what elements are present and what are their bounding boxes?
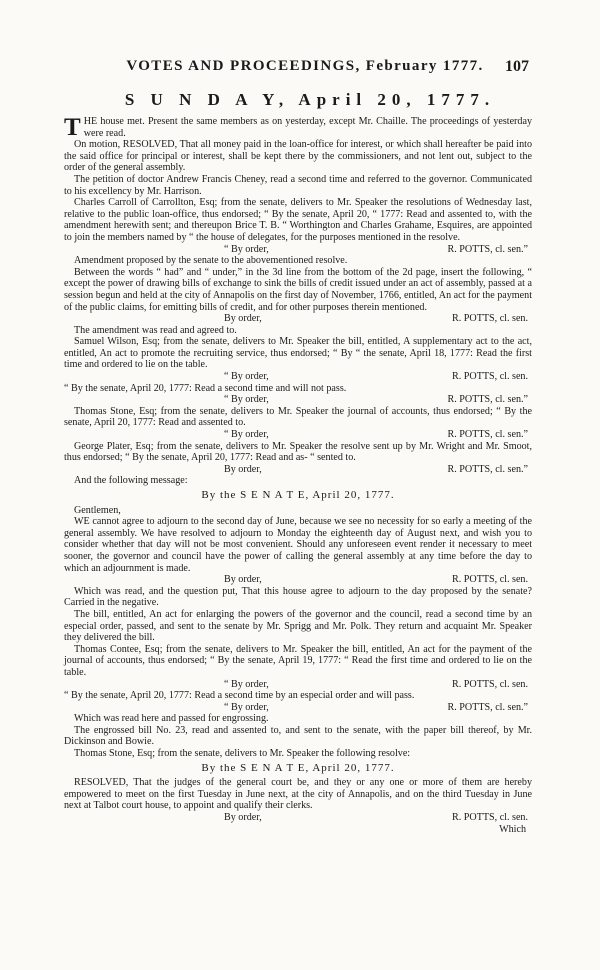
paragraph: On motion, RESOLVED, That all money paid in the loan-office for interest, or which shall hereafter be paid into the said office for principal or interest, shall be kept there by the commissioners, and not lent out, subject to the order of the general assembly. — [64, 139, 532, 174]
paragraph: “ By the senate, April 20, 1777: Read a second time and will not pass. — [64, 382, 347, 394]
paragraph: “ By the senate, April 20, 1777: Read a second time by an especial order and will pass. — [64, 690, 415, 702]
signature-line: By order, R. POTTS, cl. sen. — [224, 313, 528, 325]
catchword: Which — [499, 823, 526, 835]
document-body — [64, 116, 532, 835]
paragraph: The petition of doctor Andrew Francis Cheney, read a second time and referred to the governor. Communicated to his excellency by Mr. Harrison. — [64, 173, 532, 197]
paragraph: Samuel Wilson, Esq; from the senate, delivers to Mr. Speaker the bill, entitled, A supplementary act to the act, entitled, An act to promote the recruiting service, thus endorsed; “ By “ the senate, April 18, 1777: Read the first time and ordered to lie on the table. — [64, 336, 532, 371]
day-heading: S U N D A Y, April 20, 1777. — [124, 90, 496, 109]
paragraph: Between the words “ had” and “ under,” in the 3d line from the bottom of the 2d page, insert the following, “ except the power of drawing bills of exchange to sink the bills of credit issued under an act of assembly, passed at a session begun and held at the city of Annapolis on the first day of November, 1766, entitled, An act for the payment of the public claims, for emitting bills of credit, and for other purposes therein mentioned. — [64, 266, 532, 313]
salutation: Gentlemen, — [74, 504, 121, 516]
paragraph: The bill, entitled, An act for enlarging the powers of the governor and the council, read a second time by an especial order, passed, and sent to the senate by Mr. Sprigg and Mr. Polk. They return and acquaint Mr. Speaker they delivered the bill. — [64, 608, 532, 644]
paragraph: WE cannot agree to adjourn to the second day of June, because we see no necessity for so early a meeting of the general assembly. We have resolved to adjourn to Monday the eighteenth day of August next, and wish you to consider whether that day will not be most convenient. Should any unforeseen event render it necessary to meet sooner, the governor and council have the power of calling the general assembly at any time before the day to which an adjournment is made. — [64, 516, 532, 574]
signature-line: “ By order, R. POTTS, cl. sen.” — [224, 243, 528, 255]
paragraph: Thomas Stone, Esq; from the senate, delivers to Mr. Speaker the journal of accounts, thus endorsed; “ By the senate, April 20, 1777: Read and assented to. — [64, 405, 532, 429]
signature-line: By order, R. POTTS, cl. sen.” — [224, 463, 528, 475]
paragraph: THE house met. Present the same members as on yesterday, except Mr. Chaille. The proceedings of yesterday were read. — [64, 114, 532, 141]
signature-line: By order, R. POTTS, cl. sen. — [224, 812, 528, 824]
paragraph: And the following message: — [74, 475, 188, 487]
paragraph: Charles Carroll of Carrollton, Esq; from the senate, delivers to Mr. Speaker the resolutions of Wednesday last, relative to the public loan-office, thus endorsed; “ By the senate, April 20, “ 1777: Read and assented to, with the amendment herewith sent; and thereupon Brice T. B. “ Worthington and Charles Grahame, Esquires, are appointed to join the members named by “ the house of delegates, for the purposes mentioned in the resolve. — [64, 197, 532, 243]
paragraph: George Plater, Esq; from the senate, delivers to Mr. Speaker the resolve sent up by Mr. Wright and Mr. Smoot, thus endorsed; “ By the senate, April 20, 1777: Read and as- “ sented to. — [64, 440, 532, 464]
drop-cap: T — [64, 114, 81, 141]
running-title: VOTES AND PROCEEDINGS, February 1777. — [126, 58, 484, 74]
signature-line: “ By order, R. POTTS, cl. sen.” — [224, 394, 528, 406]
paragraph: Thomas Contee, Esq; from the senate, delivers to Mr. Speaker the bill, entitled, An act for the payment of the journal of accounts, thus endorsed; “ By the senate, April 19, 1777: “ Read the first time and ordered to lie on the table. — [64, 643, 532, 678]
signature-line: By order, R. POTTS, cl. sen. — [224, 574, 528, 586]
paragraph: The engrossed bill No. 23, read and assented to, and sent to the senate, with the paper bill thereof, by Mr. Dickinson and Bowie. — [64, 724, 532, 748]
paragraph: Which was read, and the question put, That this house agree to adjourn to the day proposed by the senate? Carried in the negative. — [64, 585, 532, 609]
paragraph: Amendment proposed by the senate to the abovementioned resolve. — [74, 255, 348, 267]
signature-line: “ By order, R. POTTS, cl. sen. — [224, 371, 528, 383]
signature-line: “ By order, R. POTTS, cl. sen.” — [224, 701, 528, 713]
paragraph: Thomas Stone, Esq; from the senate, delivers to Mr. Speaker the following resolve: — [74, 748, 411, 760]
paragraph: The amendment was read and agreed to. — [74, 324, 237, 336]
signature-line: “ By order, R. POTTS, cl. sen. — [224, 678, 528, 690]
senate-heading: By the S E N A T E, April 20, 1777. — [201, 761, 395, 774]
paragraph: RESOLVED, That the judges of the general court be, and they or any one or more of them are hereby empowered to meet on the first Tuesday in June next, at the city of Annapolis, and on the third Tuesday in June next at Talbot court house, to appoint and qualify their clerks. — [64, 777, 532, 812]
senate-heading: By the S E N A T E, April 20, 1777. — [201, 489, 395, 501]
paragraph: Which was read here and passed for engrossing. — [74, 713, 269, 725]
signature-line: “ By order, R. POTTS, cl. sen.” — [224, 429, 528, 441]
page-number: 107 — [505, 58, 529, 75]
